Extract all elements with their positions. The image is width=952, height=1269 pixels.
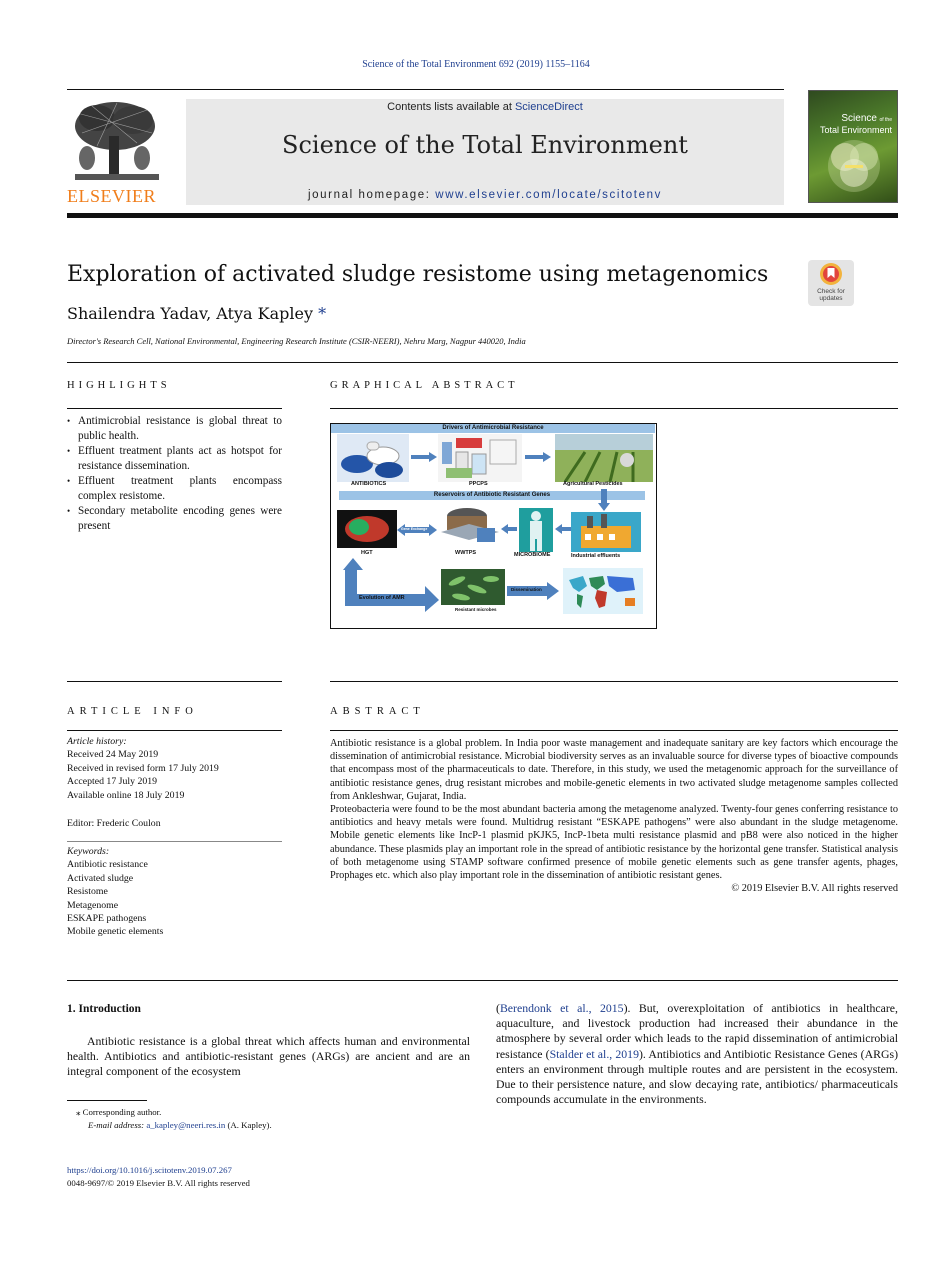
article-title: Exploration of activated sludge resistome using metagenomics bbox=[67, 262, 769, 287]
ga-label-evolution: Evolution of AMR bbox=[359, 595, 405, 601]
email-suffix: (A. Kapley). bbox=[227, 1120, 272, 1130]
check-updates-line1: Check for bbox=[817, 288, 845, 295]
world-map-icon bbox=[563, 568, 643, 614]
corresponding-author-mark[interactable]: * bbox=[318, 304, 327, 323]
ga-middle-band: Reservoirs of Antibiotic Resistant Genes bbox=[339, 491, 645, 500]
check-updates-text bbox=[808, 288, 854, 302]
abstract-body bbox=[330, 737, 898, 895]
check-updates-line2: updates bbox=[819, 295, 843, 302]
elsevier-wordmark: ELSEVIER bbox=[67, 186, 156, 206]
antibiotics-pills-icon bbox=[337, 434, 409, 482]
article-history bbox=[67, 735, 282, 802]
abstract-top-rule bbox=[330, 681, 898, 682]
corresponding-label: Corresponding author. bbox=[82, 1107, 162, 1117]
editor-line: Editor: Frederic Coulon bbox=[67, 818, 161, 829]
footnote-mark: ⁎ bbox=[76, 1107, 81, 1117]
keywords-label: Keywords: bbox=[67, 846, 110, 857]
hgt-bacteria-icon bbox=[337, 510, 397, 548]
industrial-effluents-icon bbox=[571, 512, 641, 552]
elsevier-tree-logo bbox=[67, 98, 165, 186]
section-heading-introduction: 1. Introduction bbox=[67, 1003, 141, 1015]
arrow-left-icon bbox=[501, 524, 517, 534]
online-date: Available online 18 July 2019 bbox=[67, 789, 185, 801]
arrow-down-icon bbox=[598, 489, 610, 511]
keyword-item[interactable]: Resistome bbox=[67, 886, 108, 898]
arrow-right-icon bbox=[411, 452, 437, 462]
ga-label-gene-exchange: Gene Exchange bbox=[401, 527, 428, 531]
history-label: Article history: bbox=[67, 736, 127, 747]
intro-left-column bbox=[67, 1034, 470, 1080]
accepted-date: Accepted 17 July 2019 bbox=[67, 776, 158, 788]
intro-right-text2: ). Antibiotics and Antibiotic Resistance Genes (ARGs) enters an environment through multiple routes and are persistent in the ecosystem. Due to their persistence nature, and slow decaying rate, antibiotics/ pharmaceuticals compounds accumulate in the environments. bbox=[496, 1046, 898, 1107]
abstract-heading: ABSTRACT bbox=[330, 706, 425, 717]
corresponding-author-note bbox=[76, 1106, 161, 1119]
graphical-abstract-rule bbox=[330, 408, 898, 409]
email-link[interactable]: a_kapley@neeri.res.in bbox=[146, 1120, 226, 1130]
journal-title: Science of the Total Environment bbox=[282, 131, 688, 159]
citation-stalder-link[interactable]: Stalder et al., 2019 bbox=[549, 1046, 639, 1061]
keyword-item[interactable]: Antibiotic resistance bbox=[67, 859, 148, 871]
ga-label-wwtps: WWTPS bbox=[455, 550, 477, 556]
graphical-abstract-figure[interactable] bbox=[330, 423, 657, 629]
intro-right-column: (Berendonk et al., 2015). But, overexploitation of antibiotics in healthcare, aquaculture, and livestock production had increased their abundance in the atmosphere by several order which leads to the rapid dissemination of antimicrobial resistance (Stalder et al., 2019). Antibiotics and Antibiotic Resistance Genes (ARGs) enters an environment through multiple routes and are persistent in the ecosystem. Due to their persistence nature, and slow decaying rate, antibiotics/ pharmaceuticals compounds accumulate in the environments. bbox=[496, 1001, 898, 1107]
masthead-bottom-rule bbox=[67, 213, 898, 218]
author-list bbox=[67, 304, 326, 323]
keywords-rule bbox=[67, 841, 282, 842]
abstract-paragraph: Proteobacteria were found to be the most abundant bacteria among the metagenome analyzed. Twenty-four genes conferring resistance to antibiotics and heavy metals were found. Multidrug resistant “ESKAPE pathogens” were also abundant in the sludge metagenome. Mobile genetic elements like IncP-1 plasmid pKJK5, IncP-1beta multi resistance plasmid and pB8 were also noticed in the higher abundance. These plasmids play an important role in the spread of antibiotic resistance by the horizontal gene transfer. Statistical analysis of both metagenome using STAMP software confirmed presence of mobile genetic elements such as gene transfer agents, phages, Prophages etc. which also play important role in the dissemination of antibiotic resistant genes. bbox=[330, 804, 898, 882]
email-note bbox=[88, 1119, 272, 1132]
ppcps-products-icon bbox=[438, 434, 522, 482]
email-label: E-mail address: bbox=[88, 1120, 145, 1130]
header-top-rule bbox=[67, 89, 784, 90]
intro-right-text1: ). But, overexploitation of antibiotics in healthcare, aquaculture, and livestock production had increased their abundance in the atmosphere by several order which leads to the rapid dissemination of antimicrobial resistance ( bbox=[496, 1001, 898, 1061]
homepage-url-link[interactable]: www.elsevier.com/locate/scitotenv bbox=[435, 189, 662, 201]
abstract-copyright: © 2019 Elsevier B.V. All rights reserved bbox=[731, 883, 898, 895]
highlight-item: • Secondary metabolite encoding genes were present bbox=[67, 504, 282, 534]
highlight-item: • Antimicrobial resistance is global threat to public health. bbox=[67, 414, 282, 444]
keyword-item[interactable]: Activated sludge bbox=[67, 872, 134, 884]
highlight-item: • Effluent treatment plants encompass complex resistome. bbox=[67, 474, 282, 504]
cover-title bbox=[808, 113, 892, 135]
cover-art-icon bbox=[809, 91, 898, 203]
received-date: Received 24 May 2019 bbox=[67, 749, 159, 761]
affiliation: Director's Research Cell, National Environmental, Engineering Research Institute (CSIR-NEERI), Nehru Marg, Nagpur 440020, India bbox=[67, 336, 526, 346]
intro-left-text: Antibiotic resistance is a global threat which affects human and environmental health. Antibiotics and antibiotic-resistant genes (ARGs) are ancient and are an integral component of the ecosystem bbox=[67, 1034, 470, 1079]
sciencedirect-link[interactable]: ScienceDirect bbox=[514, 101, 583, 113]
journal-cover-image[interactable] bbox=[808, 90, 898, 203]
highlights-list bbox=[67, 414, 282, 534]
article-info-rule bbox=[67, 730, 282, 731]
abstract-paragraph: Antibiotic resistance is a global problem. In India poor waste management and inadequate sanitary are key factors which encourage the dissemination of antimicrobial resistance. Microbial biodiversity serves as an invaluable source for diverse types of bioactive compounds that encompass most of the pharmaceuticals to date. Therefore, in this study, we used the metagenomic approach for the surveillance of antibiotic resistance genes, drug resistant microbes and mobile-genetic elements in two activated sludge metagenome samples collected from Ankleshwar, Gujarat, India. bbox=[330, 738, 898, 802]
homepage-prefix: journal homepage: bbox=[308, 189, 436, 201]
doi-link[interactable]: https://doi.org/10.1016/j.scitotenv.2019.07.267 bbox=[67, 1165, 232, 1175]
journal-citation[interactable]: Science of the Total Environment 692 (2019) 1155–1164 bbox=[362, 59, 590, 70]
contents-line bbox=[186, 101, 784, 113]
resistant-microbes-icon bbox=[441, 569, 505, 605]
title-block-rule bbox=[67, 362, 898, 363]
ga-label-ppcps: PPCPS bbox=[469, 481, 488, 487]
highlights-rule bbox=[67, 408, 282, 409]
evolution-of-amr-arrow-icon bbox=[343, 558, 439, 612]
ga-label-dissemination: Dissemination bbox=[511, 587, 542, 592]
check-updates-icon bbox=[808, 260, 854, 290]
abstract-bottom-rule bbox=[67, 980, 898, 981]
citation-berendonk-link[interactable]: Berendonk et al., 2015 bbox=[499, 1001, 624, 1015]
ga-label-hgt: HGT bbox=[361, 550, 373, 556]
keyword-item[interactable]: ESKAPE pathogens bbox=[67, 913, 147, 925]
wwtp-plant-icon bbox=[439, 504, 501, 548]
agricultural-field-icon bbox=[555, 434, 653, 482]
keyword-item[interactable]: Mobile genetic elements bbox=[67, 926, 164, 938]
footnote-rule bbox=[67, 1100, 147, 1101]
contents-prefix: Contents lists available at bbox=[387, 101, 515, 113]
graphical-abstract-heading: GRAPHICAL ABSTRACT bbox=[330, 380, 519, 391]
cover-title-line2: Total Environment bbox=[819, 125, 892, 135]
issn-copyright: 0048-9697/© 2019 Elsevier B.V. All rights reserved bbox=[67, 1178, 250, 1188]
highlights-heading: HIGHLIGHTS bbox=[67, 380, 171, 391]
arrow-left-icon bbox=[555, 524, 571, 534]
arrow-right-icon bbox=[525, 452, 551, 462]
check-for-updates-badge[interactable] bbox=[808, 260, 854, 306]
cover-title-of: of the bbox=[879, 117, 892, 123]
ga-label-resistant-microbes: Resistant microbes bbox=[455, 607, 497, 612]
ga-label-industrial: Industrial effluents bbox=[571, 553, 621, 559]
article-info-top-rule bbox=[67, 681, 282, 682]
ga-top-band: Drivers of Antimicrobial Resistance bbox=[331, 424, 655, 433]
highlight-item: • Effluent treatment plants act as hotspot for resistance dissemination. bbox=[67, 444, 282, 474]
keywords-block bbox=[67, 845, 282, 939]
authors-names: Shailendra Yadav, Atya Kapley bbox=[67, 304, 314, 323]
cover-title-line1: Science bbox=[841, 113, 877, 124]
abstract-rule bbox=[330, 730, 898, 731]
revised-date: Received in revised form 17 July 2019 bbox=[67, 762, 219, 774]
ga-label-agricultural: Agricultural Pesticides bbox=[563, 481, 623, 487]
ga-label-microbiome: MICROBIOME bbox=[514, 552, 551, 558]
ga-label-antibiotics: ANTIBIOTICS bbox=[351, 481, 387, 487]
article-info-heading: ARTICLE INFO bbox=[67, 706, 198, 717]
microbiome-body-icon bbox=[519, 508, 553, 552]
journal-homepage-line bbox=[186, 189, 784, 201]
keyword-item[interactable]: Metagenome bbox=[67, 899, 119, 911]
